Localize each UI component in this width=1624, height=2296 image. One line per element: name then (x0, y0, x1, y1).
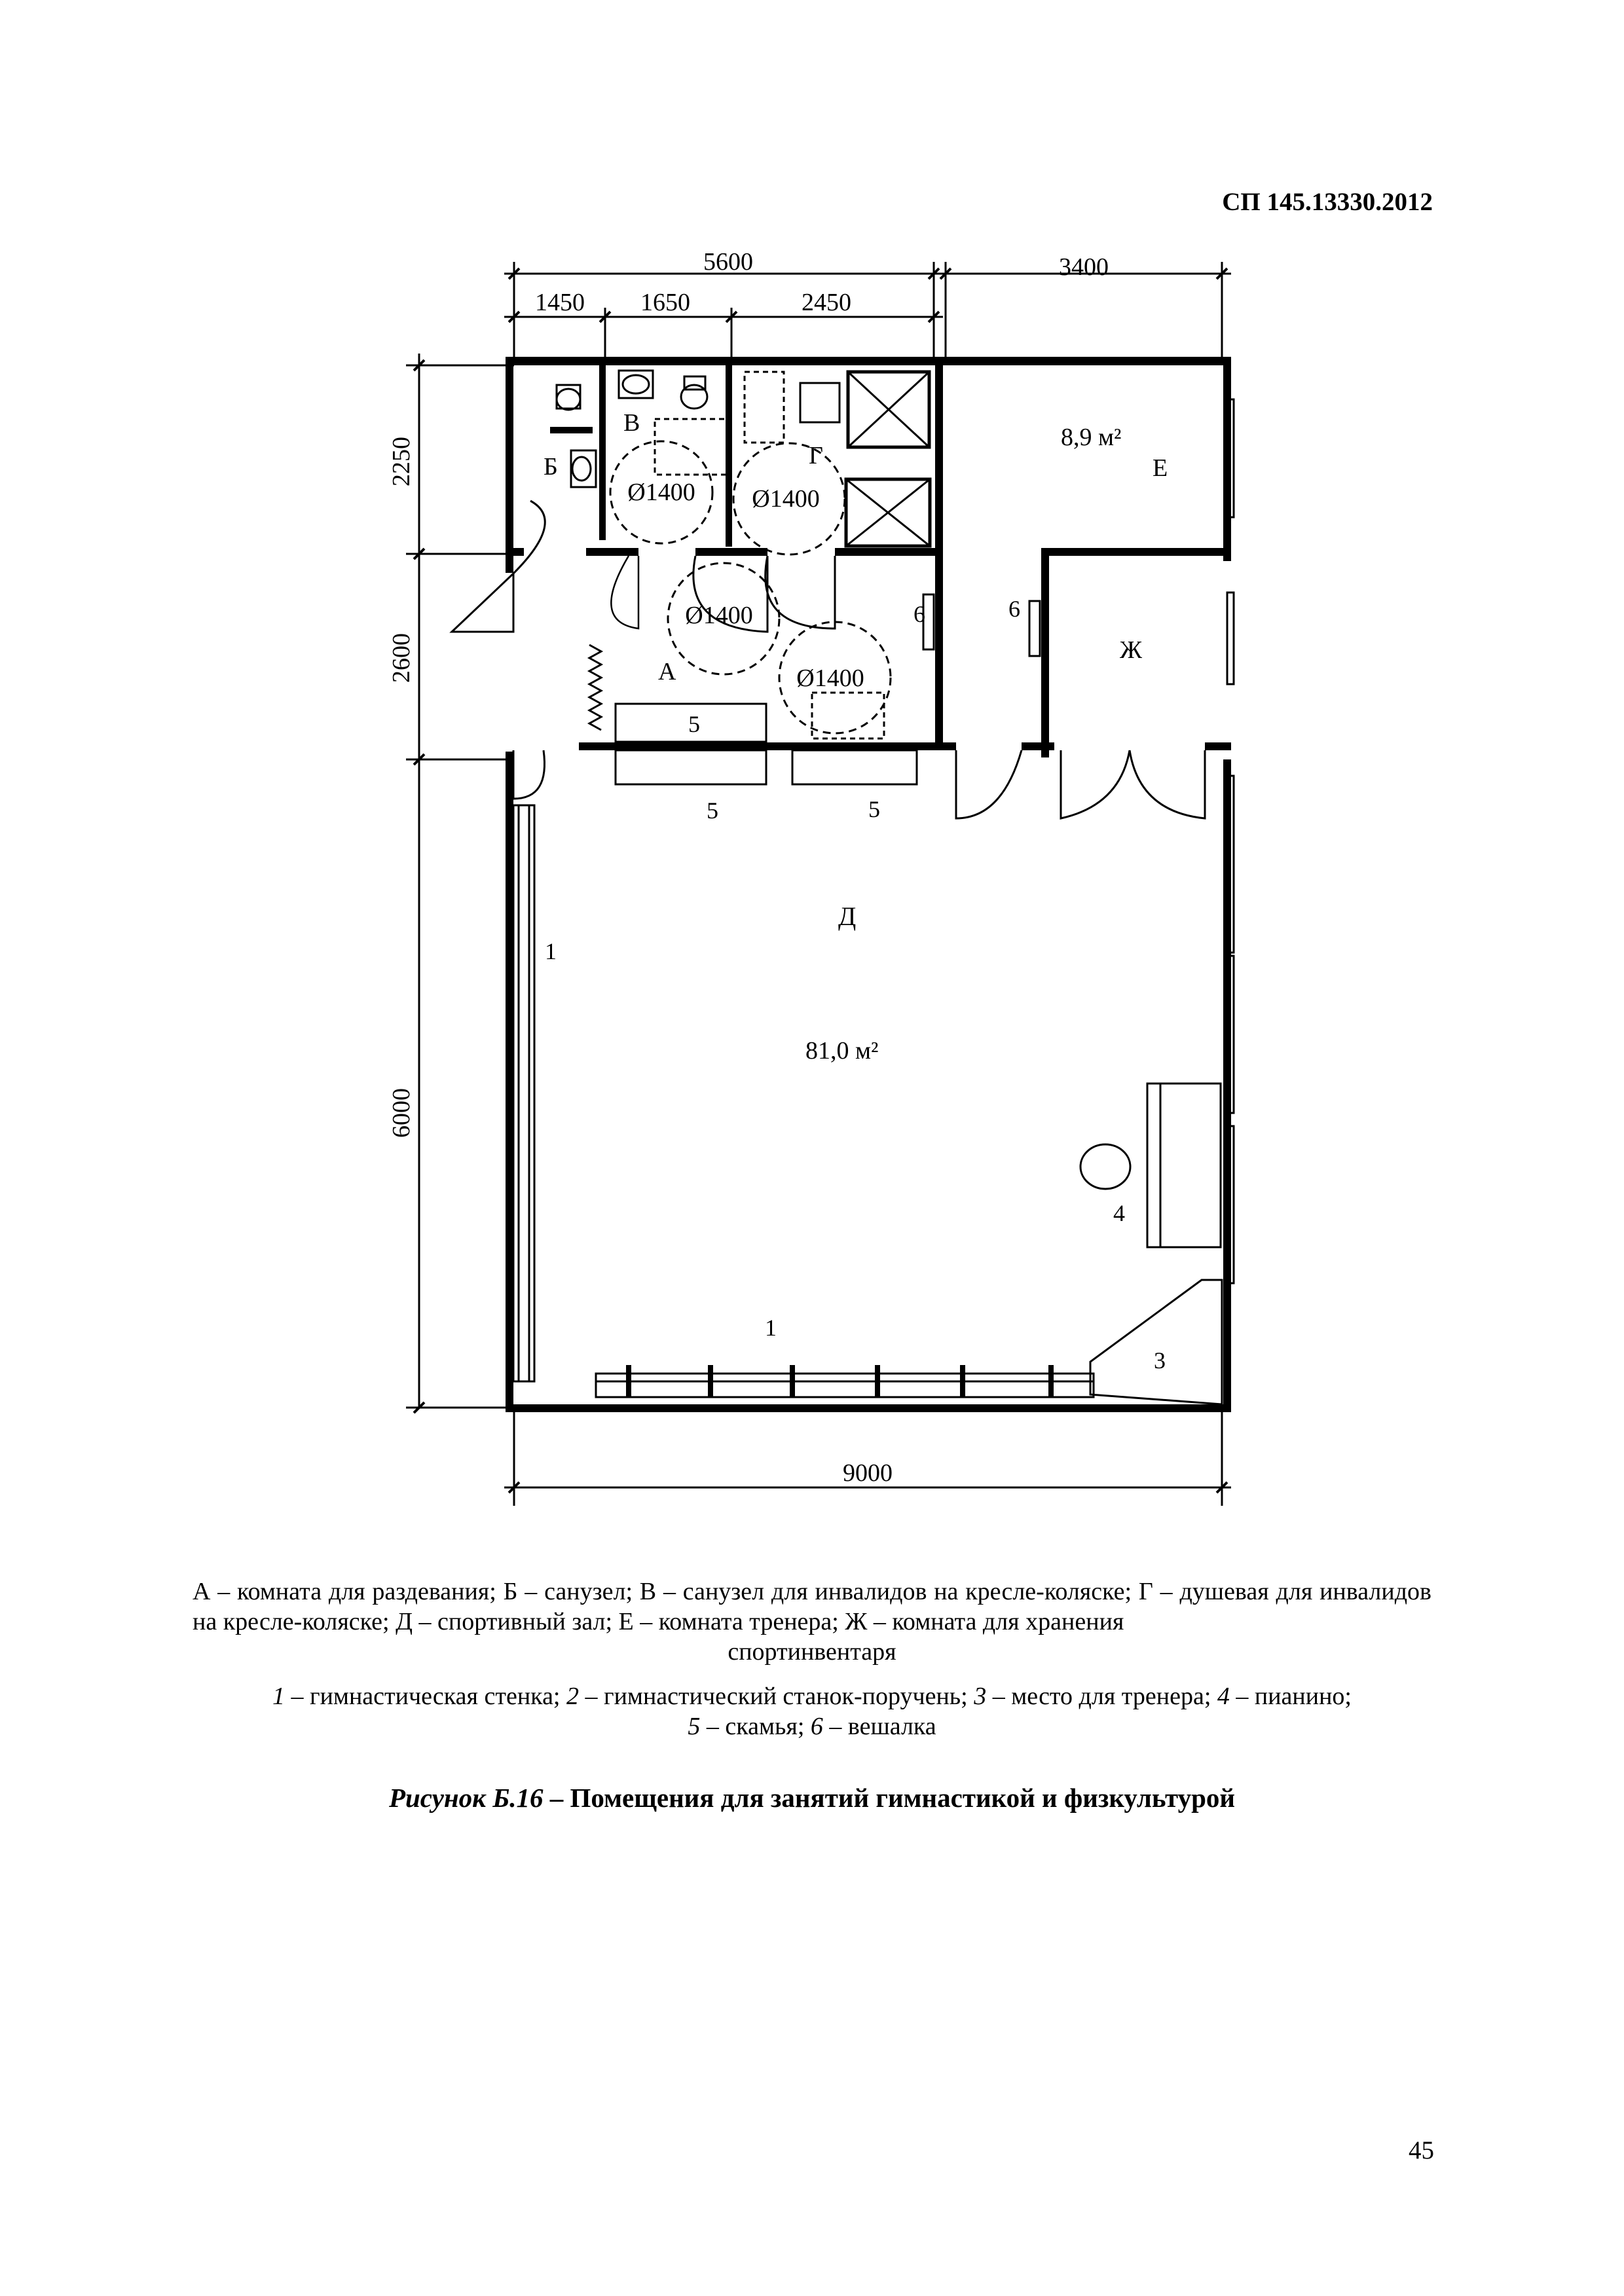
dim-total-right: 3400 (1059, 253, 1109, 281)
dim-total-left: 5600 (703, 248, 753, 276)
dim-seg-3: 2450 (802, 289, 851, 316)
rooms-legend (193, 1576, 1431, 1667)
bench-d2 (792, 750, 917, 784)
turning-circle-label-4: Ø1400 (796, 665, 864, 692)
dim-seg-1: 1450 (535, 289, 585, 316)
piano-stool (1080, 1144, 1130, 1189)
room-label-e: Е (1153, 454, 1168, 482)
items-legend (193, 1681, 1431, 1741)
room-label-b: Б (544, 453, 558, 481)
mark-bench-a: 5 (688, 711, 700, 737)
turning-circle-label-3: Ø1400 (685, 602, 753, 629)
page-number: 45 (1409, 2136, 1434, 2164)
room-label-g: Г (809, 442, 823, 469)
rooms-legend-text-end: спортинвентаря (728, 1638, 896, 1666)
dim-left-1: 2250 (388, 437, 415, 486)
shower-seat-icon (800, 383, 840, 422)
room-label-zh: Ж (1120, 636, 1143, 664)
area-d: 81,0 м² (805, 1037, 879, 1065)
piano (1147, 1084, 1221, 1247)
walls (506, 357, 1231, 1412)
legend-text-5: – скамья; (700, 1713, 811, 1740)
hanger-zh (1029, 601, 1040, 656)
hanger-a-hooks (589, 645, 601, 730)
mark-piano: 4 (1113, 1200, 1125, 1226)
dim-bottom: 9000 (843, 1459, 893, 1487)
dim-seg-2: 1650 (640, 289, 690, 316)
wall-bars-bottom (596, 1374, 1094, 1397)
turning-circle-label-1: Ø1400 (627, 479, 695, 506)
legend-text-1: – гимнастическая стенка; (285, 1683, 566, 1710)
legend-num-5: 5 (688, 1713, 701, 1740)
legend-text-3: – место для тренера; (986, 1683, 1217, 1710)
legend-num-6: 6 (810, 1713, 823, 1740)
turning-circle-label-2: Ø1400 (752, 485, 820, 513)
sink-b-icon (571, 450, 596, 487)
coach-place (1090, 1280, 1222, 1404)
room-label-d: Д (838, 902, 857, 931)
dim-left-2: 2600 (388, 633, 415, 683)
legend-num-2: 2 (566, 1683, 579, 1710)
legend-text-2: – гимнастический станок-поручень; (579, 1683, 974, 1710)
legend-num-1: 1 (272, 1683, 285, 1710)
mark-coach-place: 3 (1154, 1347, 1166, 1374)
figure-label: Рисунок Б.16 (388, 1783, 544, 1813)
legend-text-4: – пианино; (1229, 1683, 1352, 1710)
mark-hanger-zh: 6 (1008, 596, 1020, 622)
legend-num-3: 3 (974, 1683, 987, 1710)
legend-text-6: – вешалка (822, 1713, 936, 1740)
furniture (513, 594, 1222, 1404)
rooms-legend-text: А – комната для раздевания; Б – санузел; В – санузел для инвалидов на кресле-коляске; Г – душевая для инвалидов на кресле-коляске; Д – спортивный зал; Е – комната тренера; Ж – комната для хранения (193, 1578, 1431, 1635)
mark-bench-d2: 5 (868, 796, 880, 822)
room-label-v: В (623, 409, 640, 437)
area-e: 8,9 м² (1061, 424, 1122, 451)
document-code: СП 145.13330.2012 (1222, 188, 1433, 216)
figure-caption (193, 1782, 1431, 1813)
figure-title: – Помещения для занятий гимнастикой и физкультурой (543, 1783, 1236, 1813)
dim-left-3: 6000 (388, 1088, 415, 1138)
wall-bars-left (513, 805, 534, 1381)
room-label-a: А (658, 658, 676, 685)
mark-bench-d1: 5 (707, 797, 718, 824)
bench-d1 (616, 750, 766, 784)
mark-wall-bars-left: 1 (545, 938, 557, 964)
mark-wall-bars-bottom: 1 (765, 1315, 777, 1341)
legend-num-4: 4 (1217, 1683, 1230, 1710)
mark-hanger-a: 6 (913, 601, 925, 627)
